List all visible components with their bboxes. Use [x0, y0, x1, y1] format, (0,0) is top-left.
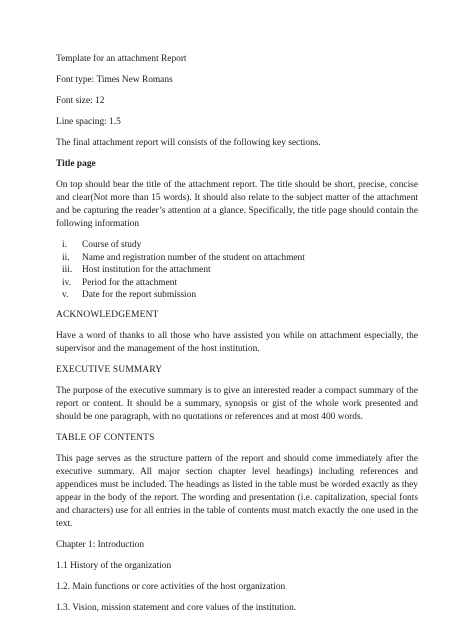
title-page-body: On top should bear the title of the attachment report. The title should be short, precise, concise and clear(Not more than 15 words). It should also relate to the subject matter of the attachment and be capturing the reader’s attention at a glance. Specifically, the title page should contain the following information	[56, 180, 418, 229]
document-content	[56, 53, 418, 623]
chapter-item: 1.3. Vision, mission statement and core values of the institution.	[56, 602, 297, 613]
list-item	[56, 289, 418, 302]
table-of-contents-heading: TABLE OF CONTENTS	[56, 432, 155, 443]
list-item-number: iv.	[62, 277, 72, 288]
list-item	[56, 277, 418, 290]
list-item-number: v.	[62, 290, 69, 300]
chapter-title: Chapter 1: Introduction	[56, 539, 145, 550]
title-page-list	[56, 239, 418, 302]
list-item-number: ii.	[62, 252, 70, 263]
chapter-item: 1.1 History of the organization	[56, 560, 172, 571]
font-size-line: Font size: 12	[56, 96, 105, 106]
list-item-number: iii.	[62, 265, 73, 275]
chapter-item: 1.2. Main functions or core activities of the host organization	[56, 581, 286, 592]
list-item	[56, 239, 418, 252]
template-line: Template for an attachment Report	[56, 54, 187, 64]
list-item-text: Date for the report submission	[82, 290, 197, 300]
title-page-heading: Title page	[56, 159, 96, 169]
executive-summary-body: The purpose of the executive summary is to give an interested reader a compact summary of the report or content. It should be a summary, synopsis or gist of the whole work presented and should be one paragraph, with no quotations or references and at most 400 words.	[56, 385, 418, 422]
list-item	[56, 252, 418, 265]
acknowledgement-body: Have a word of thanks to all those who have assisted you while on attachment especially, the supervisor and the management of the host institution.	[56, 330, 418, 354]
executive-summary-heading: EXECUTIVE SUMMARY	[56, 364, 163, 375]
acknowledgement-heading: ACKNOWLEDGEMENT	[56, 309, 159, 320]
font-type-line: Font type: Times New Romans	[56, 75, 173, 85]
list-item-text: Name and registration number of the student on attachment	[82, 252, 305, 263]
line-spacing-line: Line spacing: 1.5	[56, 117, 121, 127]
intro-line: The final attachment report will consists of the following key sections.	[56, 138, 321, 148]
list-item-text: Host institution for the attachment	[82, 265, 211, 275]
list-item	[56, 264, 418, 277]
list-item-number: i.	[62, 240, 67, 250]
table-of-contents-body: This page serves as the structure pattern of the report and should come immediately after the executive summary. All major section chapter level headings) including references and appendices must be included. The headings as listed in the table must be worded exactly as they appear in the body of the report. The wording and presentation (i.e. capitalization, special fonts and characters) use for all entries in the table of contents must match exactly the one used in the text.	[56, 453, 418, 529]
list-item-text: Course of study	[82, 240, 142, 250]
list-item-text: Period for the attachment	[82, 277, 178, 288]
